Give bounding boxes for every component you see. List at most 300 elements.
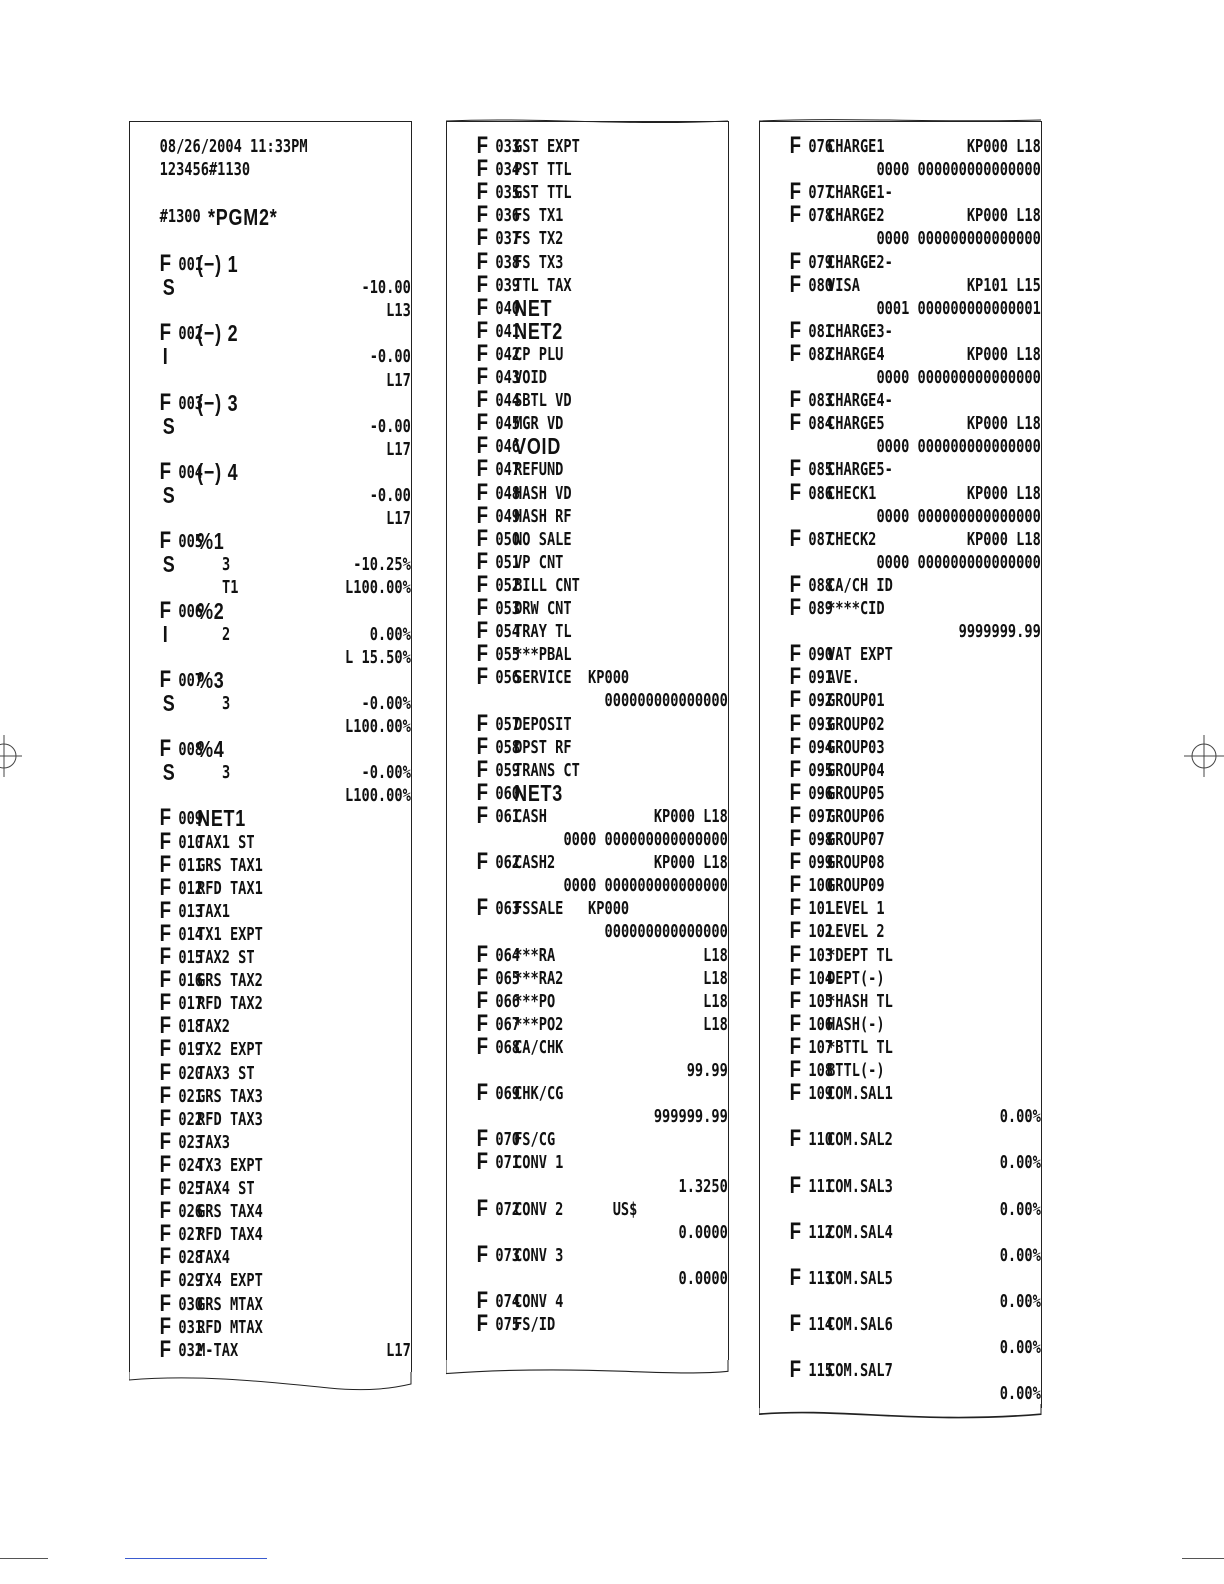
setting-value-right: 0000 000000000000000 <box>876 506 1041 527</box>
function-code-number: 077 <box>808 183 834 204</box>
function-code-number: 042 <box>495 344 521 365</box>
function-label: TAX3 ST <box>197 1063 255 1084</box>
program-line <box>760 894 1041 922</box>
function-label: %3 <box>197 666 225 693</box>
function-label: GROUP01 <box>827 691 885 712</box>
function-label: CHARGE2 <box>827 206 885 227</box>
program-line <box>447 709 728 737</box>
setting-value-right: L17 <box>386 509 411 530</box>
program-line <box>447 875 728 898</box>
function-code-number: 083 <box>808 391 834 412</box>
setting-value-right: KP000 L18 <box>966 529 1041 550</box>
function-code-mark: F <box>159 873 172 901</box>
program-line <box>760 436 1041 459</box>
function-label: LEVEL 2 <box>827 922 885 943</box>
function-label: COM.SAL2 <box>827 1130 893 1151</box>
program-line <box>130 716 411 739</box>
program-line <box>130 989 411 1017</box>
function-code-number: 024 <box>178 1155 204 1176</box>
function-code-mark: F <box>159 919 172 947</box>
program-line <box>447 455 728 483</box>
function-code-number: 113 <box>808 1268 834 1289</box>
function-code-mark: F <box>476 963 489 991</box>
tear-edge-top <box>446 116 729 128</box>
program-line <box>447 524 728 552</box>
function-label: GRS TAX1 <box>197 855 263 876</box>
program-line <box>760 339 1041 367</box>
function-code-mark: F <box>159 827 172 855</box>
program-line <box>760 524 1041 552</box>
function-code-number: 031 <box>178 1317 204 1338</box>
function-label: ***PBAL <box>514 645 572 666</box>
function-code-mark: F <box>789 848 802 876</box>
tear-edge <box>446 1360 729 1394</box>
program-line <box>760 247 1041 275</box>
function-code-number: 085 <box>808 460 834 481</box>
program-line <box>760 755 1041 783</box>
program-line <box>760 201 1041 229</box>
function-code-mark: F <box>476 640 489 668</box>
function-code-number: 034 <box>495 160 521 181</box>
function-label: GROUP07 <box>827 830 885 850</box>
function-label: NET2 <box>514 317 564 344</box>
function-code-number: 105 <box>808 991 834 1012</box>
setting-value: 2 <box>222 624 231 645</box>
function-label: FS/CG <box>514 1130 556 1151</box>
setting-value-right: KP000 L18 <box>653 853 728 874</box>
function-code-number: 076 <box>808 137 834 157</box>
setting-value-right: 0.0000 <box>678 1222 728 1243</box>
program-line <box>760 1245 1041 1268</box>
function-label: GRS TAX2 <box>197 971 263 992</box>
setting-value-right: -10.00 <box>361 278 411 299</box>
function-label: NET1 <box>197 805 247 832</box>
function-code-mark: F <box>476 617 489 645</box>
function-code-mark: F <box>476 570 489 598</box>
function-label: TAX3 <box>197 1132 230 1153</box>
program-line <box>760 801 1041 829</box>
program-line <box>760 1383 1041 1406</box>
function-code-number: 026 <box>178 1202 204 1223</box>
function-code-mark: F <box>476 270 489 298</box>
function-label: GROUP06 <box>827 806 885 827</box>
function-code-number: 057 <box>495 714 521 735</box>
function-code-number: 045 <box>495 414 521 435</box>
setting-value-right: L17 <box>386 439 411 460</box>
function-code-number: 109 <box>808 1084 834 1105</box>
function-code-number: 087 <box>808 529 834 550</box>
function-code-number: 088 <box>808 575 834 596</box>
function-label: DRW CNT <box>514 599 572 619</box>
program-line <box>447 755 728 783</box>
function-label: TX3 EXPT <box>197 1155 263 1176</box>
function-code-number: 104 <box>808 968 834 989</box>
function-code-number: 099 <box>808 853 834 874</box>
setting-value-right: L18 <box>703 1014 728 1035</box>
function-label: ***PO <box>514 991 556 1012</box>
function-code-mark: F <box>476 986 489 1014</box>
function-code-number: 047 <box>495 460 521 481</box>
setting-value-right: L17 <box>386 1340 411 1361</box>
function-label: TAX1 ST <box>197 832 255 853</box>
function-label: CHK/CG <box>514 1084 564 1105</box>
function-code-mark: F <box>476 1032 489 1060</box>
function-code-mark: F <box>789 732 802 760</box>
function-label: CHECK2 <box>827 529 877 550</box>
program-line <box>130 274 411 301</box>
receipt-3 <box>759 121 1042 1408</box>
program-line <box>447 270 728 298</box>
function-label: M-TAX <box>197 1340 239 1361</box>
function-label: COM.SAL7 <box>827 1361 893 1382</box>
function-code-mark: F <box>789 1263 802 1291</box>
setting-value-right: 0000 000000000000000 <box>876 160 1041 181</box>
function-code-mark: F <box>476 1009 489 1037</box>
setting-value-right: KP101 L15 <box>966 275 1041 296</box>
program-line <box>447 1079 728 1107</box>
function-code-mark: F <box>159 1081 172 1109</box>
function-code-mark: F <box>159 319 172 347</box>
function-code-mark: F <box>159 388 172 416</box>
tear-edge-top <box>759 114 1042 126</box>
function-code-number: 025 <box>178 1179 204 1199</box>
function-code-mark: F <box>159 596 172 624</box>
setting-value-right: 0.00% <box>999 1292 1041 1312</box>
function-code-number: 082 <box>808 344 834 365</box>
program-line <box>447 940 728 968</box>
function-code-mark: F <box>789 455 802 483</box>
function-code-mark: F <box>789 778 802 806</box>
function-label: CHARGE1- <box>827 183 893 204</box>
function-code-number: 018 <box>178 1017 204 1038</box>
program-line <box>760 455 1041 483</box>
program-line <box>760 871 1041 899</box>
setting-value-right: 0.00% <box>999 1338 1041 1359</box>
function-code-number: 089 <box>808 599 834 619</box>
program-line <box>447 1240 728 1268</box>
function-label: LEVEL 1 <box>827 899 885 920</box>
program-line <box>447 829 728 852</box>
setting-value-right: L100.00% <box>345 786 411 807</box>
function-code-number: 009 <box>178 809 204 830</box>
line-marker: I <box>162 620 169 647</box>
function-label: FSSALE KP000 <box>514 899 630 920</box>
function-label: CA/CH ID <box>827 575 893 596</box>
program-line <box>130 827 411 855</box>
program-line <box>447 617 728 645</box>
function-code-number: 091 <box>808 668 834 689</box>
function-code-number: 041 <box>495 321 521 342</box>
function-code-mark: F <box>159 1335 172 1363</box>
program-line <box>760 1263 1041 1291</box>
setting-value-right: 0000 000000000000000 <box>563 830 728 850</box>
program-line <box>760 848 1041 876</box>
function-code-mark: F <box>476 363 489 390</box>
function-label: DPST RF <box>514 737 572 758</box>
program-line <box>447 1148 728 1176</box>
setting-value-right: -0.00 <box>369 347 411 368</box>
program-line <box>447 1125 728 1153</box>
function-code-mark: F <box>789 986 802 1014</box>
function-code-mark: F <box>159 1127 172 1155</box>
setting-value: 3 <box>222 763 231 784</box>
program-line <box>130 620 411 647</box>
function-code-number: 056 <box>495 668 521 689</box>
program-line <box>447 1106 728 1129</box>
function-label: %4 <box>197 736 225 763</box>
program-line <box>130 1335 411 1363</box>
program-line <box>447 363 728 390</box>
function-code-mark: F <box>159 804 172 832</box>
function-code-mark: F <box>476 1148 489 1176</box>
setting-value-right: 9999999.99 <box>958 622 1041 643</box>
function-label: MGR VD <box>514 414 564 435</box>
function-code-mark: F <box>789 132 802 159</box>
function-label: VOID <box>514 368 547 388</box>
setting-value: 3 <box>222 555 231 576</box>
function-label: NET3 <box>514 779 564 806</box>
function-code-mark: F <box>476 155 489 183</box>
program-line <box>130 896 411 924</box>
program-line <box>447 432 728 460</box>
setting-value-right: 0000 000000000000000 <box>876 437 1041 458</box>
setting-value-right: 0000 000000000000000 <box>876 229 1041 250</box>
function-code-number: 112 <box>808 1222 834 1243</box>
program-line <box>130 1127 411 1155</box>
function-label: %2 <box>197 597 225 624</box>
program-line <box>447 1310 728 1338</box>
program-line <box>130 1035 411 1063</box>
function-label: *DEPT TL <box>827 945 893 966</box>
program-line <box>447 409 728 437</box>
program-line <box>760 552 1041 575</box>
function-code-number: 071 <box>495 1153 521 1174</box>
receipt-2 <box>446 121 729 1360</box>
program-line <box>760 1217 1041 1245</box>
function-code-number: 081 <box>808 321 834 342</box>
function-code-number: 054 <box>495 622 521 643</box>
function-code-number: 005 <box>178 532 204 553</box>
header-id: 123456#1130 <box>159 160 251 180</box>
program-line <box>447 547 728 575</box>
program-line <box>130 508 411 531</box>
function-code-number: 068 <box>495 1037 521 1058</box>
function-code-mark: F <box>789 640 802 668</box>
registration-mark-right <box>1180 735 1224 777</box>
function-code-mark: F <box>159 1104 172 1132</box>
program-line <box>447 778 728 806</box>
program-line <box>760 1291 1041 1314</box>
function-code-number: 063 <box>495 899 521 920</box>
function-code-number: 003 <box>178 393 204 414</box>
function-label: FS TX2 <box>514 229 564 250</box>
function-code-mark: F <box>789 270 802 298</box>
report-title: *PGM2* <box>208 204 278 230</box>
setting-value-right: 0000 000000000000000 <box>563 876 728 897</box>
function-code-number: 030 <box>178 1294 204 1315</box>
function-code-number: 101 <box>808 899 834 920</box>
function-code-mark: F <box>789 201 802 229</box>
program-line <box>447 570 728 598</box>
function-code-number: 065 <box>495 968 521 989</box>
function-label: DEPT(-) <box>827 968 885 989</box>
function-code-number: 023 <box>178 1132 204 1153</box>
program-line <box>447 663 728 691</box>
function-label: CHARGE4- <box>827 391 893 412</box>
program-line <box>447 594 728 621</box>
function-code-number: 110 <box>808 1130 834 1151</box>
program-line <box>447 1287 728 1314</box>
function-label: SBTL VD <box>514 391 572 412</box>
program-line <box>760 917 1041 945</box>
function-code-mark: F <box>159 1174 172 1201</box>
function-code-mark: F <box>476 594 489 621</box>
function-code-number: 108 <box>808 1061 834 1081</box>
program-line <box>130 1289 411 1317</box>
setting-value-right: L100.00% <box>345 578 411 599</box>
program-line <box>130 439 411 462</box>
function-code-mark: F <box>476 894 489 922</box>
function-label: CHARGE2- <box>827 252 893 273</box>
function-label: GRS TAX3 <box>197 1086 263 1107</box>
function-code-mark: F <box>789 1079 802 1107</box>
program-line <box>130 804 411 832</box>
function-code-mark: F <box>789 1125 802 1153</box>
function-code-number: 017 <box>178 994 204 1015</box>
function-code-number: 043 <box>495 368 521 388</box>
function-label: CHARGE5- <box>827 460 893 481</box>
function-label: (−) 3 <box>197 389 239 416</box>
function-code-number: 022 <box>178 1109 204 1130</box>
function-label: RFD TAX2 <box>197 994 263 1015</box>
function-code-number: 011 <box>178 855 204 876</box>
function-code-number: 004 <box>178 462 204 483</box>
function-code-mark: F <box>476 755 489 783</box>
function-code-number: 006 <box>178 601 204 622</box>
function-code-mark: F <box>476 247 489 275</box>
function-code-number: 097 <box>808 806 834 827</box>
crop-line-blue <box>125 1558 267 1559</box>
program-line <box>130 1266 411 1294</box>
setting-value-right: KP000 L18 <box>966 483 1041 504</box>
function-code-number: 106 <box>808 1014 834 1035</box>
function-label: GROUP04 <box>827 760 885 781</box>
function-code-mark: F <box>476 524 489 552</box>
function-code-mark: F <box>789 339 802 367</box>
function-code-mark: F <box>789 1009 802 1037</box>
function-code-mark: F <box>789 871 802 899</box>
function-code-mark: F <box>789 1171 802 1199</box>
function-code-number: 048 <box>495 483 521 504</box>
program-line <box>760 1337 1041 1360</box>
function-code-mark: F <box>476 409 489 437</box>
function-code-number: 029 <box>178 1271 204 1292</box>
program-line <box>447 732 728 760</box>
function-code-number: 037 <box>495 229 521 250</box>
function-code-mark: F <box>476 224 489 252</box>
program-line <box>130 647 411 670</box>
program-line <box>760 1009 1041 1037</box>
function-code-mark: F <box>789 386 802 414</box>
setting-value-right: 0.00% <box>999 1245 1041 1266</box>
function-code-number: 049 <box>495 506 521 527</box>
function-code-number: 021 <box>178 1086 204 1107</box>
function-code-number: 014 <box>178 924 204 945</box>
function-label: DEPOSIT <box>514 714 572 735</box>
function-code-mark: F <box>789 686 802 714</box>
function-code-mark: F <box>789 963 802 991</box>
setting-value-right: 000000000000000 <box>604 691 728 712</box>
crop-line-left <box>0 1558 48 1559</box>
program-line <box>760 709 1041 737</box>
function-label: *BTTL TL <box>827 1037 893 1058</box>
function-code-mark: F <box>789 825 802 852</box>
function-label: TRANS CT <box>514 760 580 781</box>
function-label: (−) 4 <box>197 458 239 485</box>
function-code-mark: F <box>789 917 802 945</box>
function-code-mark: F <box>476 709 489 737</box>
function-label: CHARGE1 <box>827 137 885 157</box>
setting-value-right: 0000 000000000000000 <box>876 552 1041 573</box>
function-label: GROUP05 <box>827 783 885 804</box>
function-code-number: 084 <box>808 414 834 435</box>
function-label: HASH(-) <box>827 1014 885 1035</box>
program-line <box>130 577 411 600</box>
function-label: TAX4 <box>197 1248 230 1269</box>
program-line <box>447 178 728 206</box>
function-code-mark: F <box>476 132 489 159</box>
function-code-number: 074 <box>495 1292 521 1312</box>
program-line <box>447 201 728 229</box>
setting-value-right: KP000 L18 <box>966 344 1041 365</box>
function-code-number: 095 <box>808 760 834 781</box>
function-code-mark: F <box>789 409 802 437</box>
function-label: TTL TAX <box>514 275 572 296</box>
program-line <box>130 1081 411 1109</box>
function-code-number: 040 <box>495 298 521 319</box>
program-line <box>447 1060 728 1083</box>
header-date: 08/26/2004 11:33PM <box>159 137 308 157</box>
function-label: REFUND <box>514 460 564 481</box>
program-line <box>760 506 1041 529</box>
program-line <box>760 1171 1041 1199</box>
function-code-mark: F <box>476 1287 489 1314</box>
function-label: CP PLU <box>514 344 564 365</box>
function-code-number: 055 <box>495 645 521 666</box>
function-label: FS TX3 <box>514 252 564 273</box>
function-code-number: 051 <box>495 552 521 573</box>
function-label: GRS TAX4 <box>197 1202 263 1223</box>
setting-value-right: KP000 L18 <box>966 206 1041 227</box>
receipt-1 <box>129 121 412 1372</box>
function-code-number: 032 <box>178 1340 204 1361</box>
function-code-number: 070 <box>495 1130 521 1151</box>
function-code-number: 016 <box>178 971 204 992</box>
function-code-number: 072 <box>495 1199 521 1220</box>
function-code-number: 015 <box>178 948 204 968</box>
tear-edge <box>759 1404 1042 1438</box>
tear-edge <box>129 1372 412 1406</box>
function-code-number: 060 <box>495 783 521 804</box>
function-code-number: 067 <box>495 1014 521 1035</box>
function-code-mark: F <box>159 1150 172 1178</box>
program-line <box>760 298 1041 321</box>
function-code-mark: F <box>789 1217 802 1245</box>
function-label: ***RA <box>514 945 556 966</box>
function-code-mark: F <box>159 989 172 1017</box>
program-line <box>760 778 1041 806</box>
function-code-mark: F <box>476 848 489 876</box>
